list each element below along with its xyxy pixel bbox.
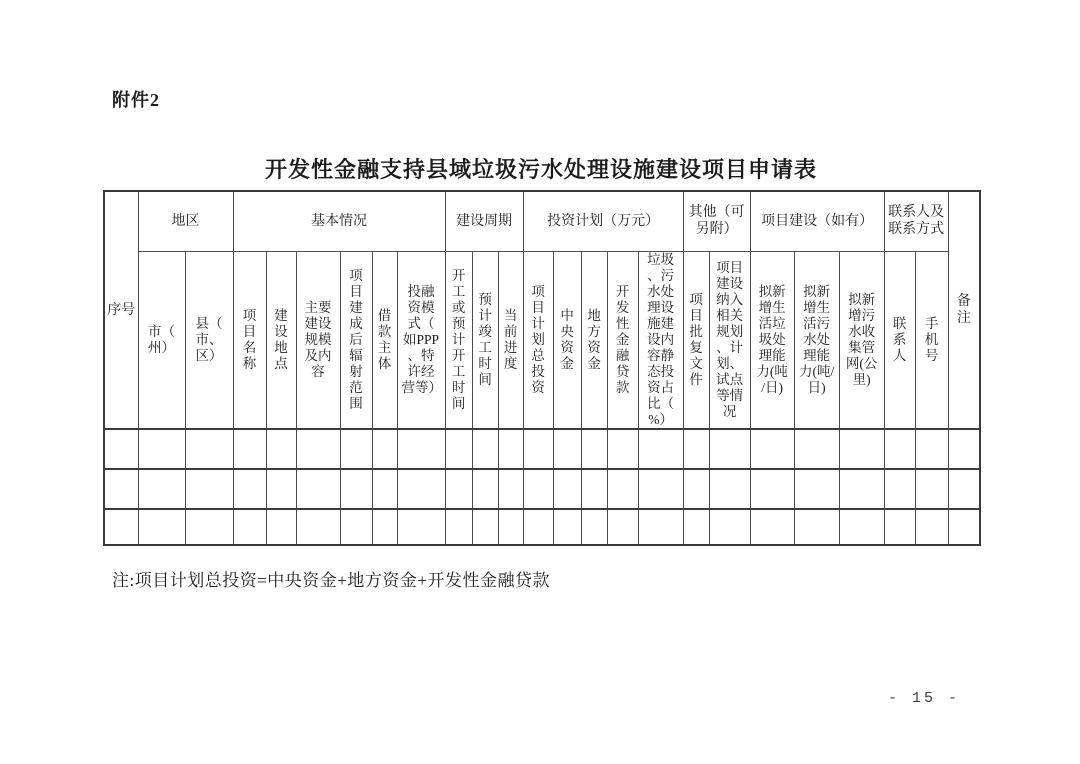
table-cell	[750, 469, 794, 509]
table-cell	[607, 429, 638, 469]
col-header-current-progress: 当前进度	[498, 251, 523, 429]
footnote: 注:项目计划总投资=中央资金+地方资金+开发性金融贷款	[112, 571, 550, 590]
group-header-basic-info: 基本情况	[233, 191, 445, 251]
col-header-central-funds: 中央资金	[553, 251, 581, 429]
table-cell	[445, 429, 472, 469]
table-cell	[445, 509, 472, 545]
col-header-new-sewage-capacity: 拟新增生活污水处理能力(吨/日)	[794, 251, 839, 429]
table-cell	[948, 429, 980, 469]
col-header-project-name: 项目名称	[233, 251, 266, 429]
table-cell	[581, 429, 607, 469]
table-cell	[296, 469, 340, 509]
table-row	[104, 469, 980, 509]
table-cell	[750, 509, 794, 545]
table-cell	[553, 509, 581, 545]
table-cell	[185, 429, 233, 469]
col-header-county: 县（市、区）	[185, 251, 233, 429]
table-cell	[340, 509, 372, 545]
table-cell	[523, 509, 553, 545]
page-number: - 15 -	[887, 690, 960, 707]
table-cell	[581, 469, 607, 509]
table-cell	[638, 469, 683, 509]
table-cell	[683, 469, 709, 509]
table-cell	[296, 429, 340, 469]
sub-header-row	[104, 251, 980, 429]
group-header-contact-info: 联系人及联系方式	[884, 191, 948, 251]
col-header-contact-person: 联系人	[884, 251, 915, 429]
col-header-serial-number: 序号	[104, 191, 138, 429]
table-cell	[266, 509, 296, 545]
table-cell	[948, 469, 980, 509]
col-header-total-planned-investment: 项目计划总投资	[523, 251, 553, 429]
table-cell	[581, 509, 607, 545]
table-cell	[185, 509, 233, 545]
table-cell	[523, 469, 553, 509]
table-cell	[104, 509, 138, 545]
application-form-table	[103, 190, 981, 546]
table-row	[104, 509, 980, 545]
table-cell	[884, 509, 915, 545]
col-header-mobile-number: 手机号	[915, 251, 948, 429]
table-cell	[794, 429, 839, 469]
col-header-local-funds: 地方资金	[581, 251, 607, 429]
col-header-remarks: 备注	[948, 191, 980, 429]
table-cell	[266, 469, 296, 509]
table-cell	[553, 469, 581, 509]
table-cell	[498, 509, 523, 545]
table-cell	[445, 469, 472, 509]
table-cell	[185, 469, 233, 509]
table-cell	[472, 429, 498, 469]
table-cell	[915, 509, 948, 545]
table-cell	[709, 509, 750, 545]
table-cell	[884, 429, 915, 469]
group-header-investment-plan: 投资计划（万元）	[523, 191, 683, 251]
col-header-construction-site: 建设地点	[266, 251, 296, 429]
table-cell	[266, 429, 296, 469]
col-header-borrower: 借款主体	[372, 251, 397, 429]
table-cell	[340, 429, 372, 469]
group-header-region: 地区	[138, 191, 233, 251]
table-row	[104, 429, 980, 469]
group-header-construction-period: 建设周期	[445, 191, 523, 251]
table-cell	[104, 469, 138, 509]
table-cell	[523, 429, 553, 469]
table-cell	[683, 509, 709, 545]
table-cell	[233, 429, 266, 469]
table-cell	[607, 509, 638, 545]
table-cell	[340, 469, 372, 509]
col-header-planning-inclusion: 项目建设纳入相关规划、计划、试点等情况	[709, 251, 750, 429]
col-header-start-time: 开工或预计开工时间	[445, 251, 472, 429]
col-header-city-prefecture: 市（州）	[138, 251, 185, 429]
table-cell	[138, 509, 185, 545]
table-cell	[138, 469, 185, 509]
group-header-project-construction: 项目建设（如有）	[750, 191, 884, 251]
table-cell	[607, 469, 638, 509]
col-header-financing-mode: 投融资模式（如PPP、特许经营等）	[397, 251, 445, 429]
col-header-development-finance-loan: 开发性金融贷款	[607, 251, 638, 429]
table-cell	[138, 429, 185, 469]
table-cell	[397, 429, 445, 469]
col-header-new-pipe-network: 拟新增污水收集管网(公里)	[839, 251, 884, 429]
table-cell	[915, 469, 948, 509]
table-cell	[839, 429, 884, 469]
page-title: 开发性金融支持县域垃圾污水处理设施建设项目申请表	[264, 157, 817, 182]
table-cell	[372, 469, 397, 509]
attachment-label: 附件2	[112, 90, 160, 110]
table-cell	[638, 509, 683, 545]
table-cell	[839, 469, 884, 509]
table-cell	[638, 429, 683, 469]
col-header-approval-document: 项目批复文件	[683, 251, 709, 429]
col-header-new-waste-capacity: 拟新增生活垃圾处理能力(吨/日)	[750, 251, 794, 429]
table-cell	[472, 509, 498, 545]
table-cell	[372, 509, 397, 545]
col-header-radiation-scope: 项目建成后辐射范围	[340, 251, 372, 429]
table-cell	[472, 469, 498, 509]
col-header-scale-and-content: 主要建设规模及内容	[296, 251, 340, 429]
table-cell	[498, 469, 523, 509]
table-cell	[233, 469, 266, 509]
table-cell	[553, 429, 581, 469]
table-cell	[884, 469, 915, 509]
table-cell	[948, 509, 980, 545]
table-cell	[839, 509, 884, 545]
table-cell	[498, 429, 523, 469]
table-cell	[709, 429, 750, 469]
group-header-other: 其他（可另附）	[683, 191, 750, 251]
table-cell	[794, 509, 839, 545]
table-cell	[794, 469, 839, 509]
table-cell	[372, 429, 397, 469]
table-cell	[296, 509, 340, 545]
table-cell	[683, 429, 709, 469]
table-cell	[233, 509, 266, 545]
col-header-completion-time: 预计竣工时间	[472, 251, 498, 429]
header-group-row	[104, 191, 980, 251]
table-cell	[915, 429, 948, 469]
col-header-static-investment-ratio: 垃圾、污水处理设施建设内容静态投资占比（%）	[638, 251, 683, 429]
table-cell	[397, 469, 445, 509]
table-cell	[104, 429, 138, 469]
table-cell	[709, 469, 750, 509]
table-cell	[750, 429, 794, 469]
table-cell	[397, 509, 445, 545]
